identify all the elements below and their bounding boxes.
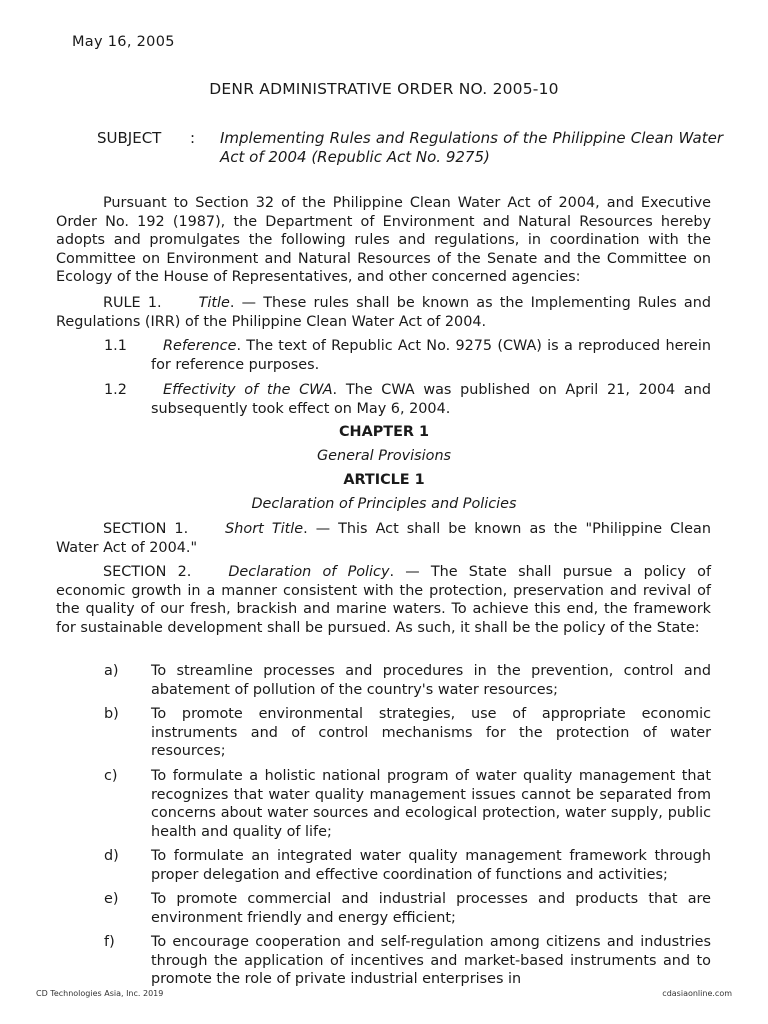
policy-c-text: To formulate a holistic national program of water quality management that recognizes that water quality management issues cannot be separated from concerns about water sources and ecological protection, water supply, public health and quality of life; bbox=[151, 768, 711, 840]
section-1-paragraph bbox=[56, 520, 711, 557]
policy-d-text: To formulate an integrated water quality management framework through proper delegation and effective coordination of functions and activities; bbox=[151, 848, 711, 883]
policy-a-letter: a) bbox=[104, 663, 119, 679]
policy-f-letter: f) bbox=[104, 934, 115, 950]
rule-1-paragraph bbox=[56, 294, 711, 331]
rule-1-1-title: Reference bbox=[163, 338, 237, 354]
section-1-text: . — This Act shall be known as the "Philippine Clean Water Act of 2004." bbox=[56, 521, 711, 556]
section-2-paragraph bbox=[56, 563, 711, 637]
section-2-title: Declaration of Policy bbox=[228, 564, 390, 580]
chapter-heading: CHAPTER 1 bbox=[338, 424, 430, 440]
rule-1-2-number: 1.2 bbox=[104, 382, 127, 398]
chapter-title: General Provisions bbox=[316, 448, 452, 464]
section-2-label: SECTION 2. bbox=[103, 564, 192, 580]
rule-1-text: . — These rules shall be known as the Implementing Rules and Regulations (IRR) of the Philippine Clean Water Act of 2004. bbox=[56, 295, 711, 330]
rule-1-title: Title bbox=[198, 295, 230, 311]
preamble-text: Pursuant to Section 32 of the Philippine Clean Water Act of 2004, and Executive Order No. 192 (1987), the Department of Environment and Natural Resources hereby adopts and promulgates the following rules and regulations, in coordination with the Committee on Environment and Natural Resources of the Senate and the Committee on Ecology of the House of Representatives, and other concerned agencies: bbox=[56, 195, 711, 285]
policy-f-text: To encourage cooperation and self-regulation among citizens and industries through the application of incentives and market-based instruments and to promote the role of private industrial enterprises in bbox=[151, 934, 711, 987]
footer-copyright: CD Technologies Asia, Inc. 2019 bbox=[36, 989, 164, 998]
document-date: May 16, 2005 bbox=[72, 34, 175, 50]
order-title: DENR ADMINISTRATIVE ORDER NO. 2005-10 bbox=[209, 80, 559, 98]
policy-e-letter: e) bbox=[104, 891, 119, 907]
rule-1-2-title: Effectivity of the CWA bbox=[163, 382, 333, 398]
subject-colon: : bbox=[190, 129, 196, 147]
subject-label: SUBJECT bbox=[97, 129, 162, 147]
policy-c-letter: c) bbox=[104, 768, 118, 784]
article-heading: ARTICLE 1 bbox=[343, 472, 425, 488]
preamble-paragraph bbox=[56, 194, 711, 287]
section-2-text: . — The State shall pursue a policy of economic growth in a manner consistent with the protection, preservation and revival of the quality of our fresh, brackish and marine waters. To achieve this end, the framework for sustainable development shall be pursued. As such, it shall be the policy of the State: bbox=[56, 564, 712, 636]
section-1-label: SECTION 1. bbox=[103, 521, 189, 537]
rule-1-2-text: . The CWA was published on April 21, 2004 and subsequently took effect on May 6, 2004. bbox=[151, 382, 711, 417]
policy-d-letter: d) bbox=[104, 848, 119, 864]
policy-a-text: To streamline processes and procedures in the prevention, control and abatement of pollution of the country's water resources; bbox=[151, 663, 711, 698]
subject-text: Implementing Rules and Regulations of the Philippine Clean Water Act of 2004 (Republic Act No. 9275) bbox=[220, 129, 723, 166]
rule-1-1-paragraph bbox=[151, 337, 711, 374]
footer-website: cdasiaonline.com bbox=[662, 989, 732, 998]
rule-1-1-text: . The text of Republic Act No. 9275 (CWA) is a reproduced herein for reference purposes. bbox=[151, 338, 711, 373]
rule-1-2-paragraph bbox=[151, 381, 711, 418]
policy-b-letter: b) bbox=[104, 706, 119, 722]
policy-e-text: To promote commercial and industrial processes and products that are environment friendly and energy efficient; bbox=[151, 891, 711, 926]
policy-b-text: To promote environmental strategies, use of appropriate economic instruments and of control mechanisms for the protection of water resources; bbox=[151, 706, 711, 759]
rule-1-1-number: 1.1 bbox=[104, 338, 127, 354]
section-1-title: Short Title bbox=[225, 521, 304, 537]
rule-1-label: RULE 1. bbox=[103, 295, 162, 311]
article-title: Declaration of Principles and Policies bbox=[251, 496, 517, 512]
